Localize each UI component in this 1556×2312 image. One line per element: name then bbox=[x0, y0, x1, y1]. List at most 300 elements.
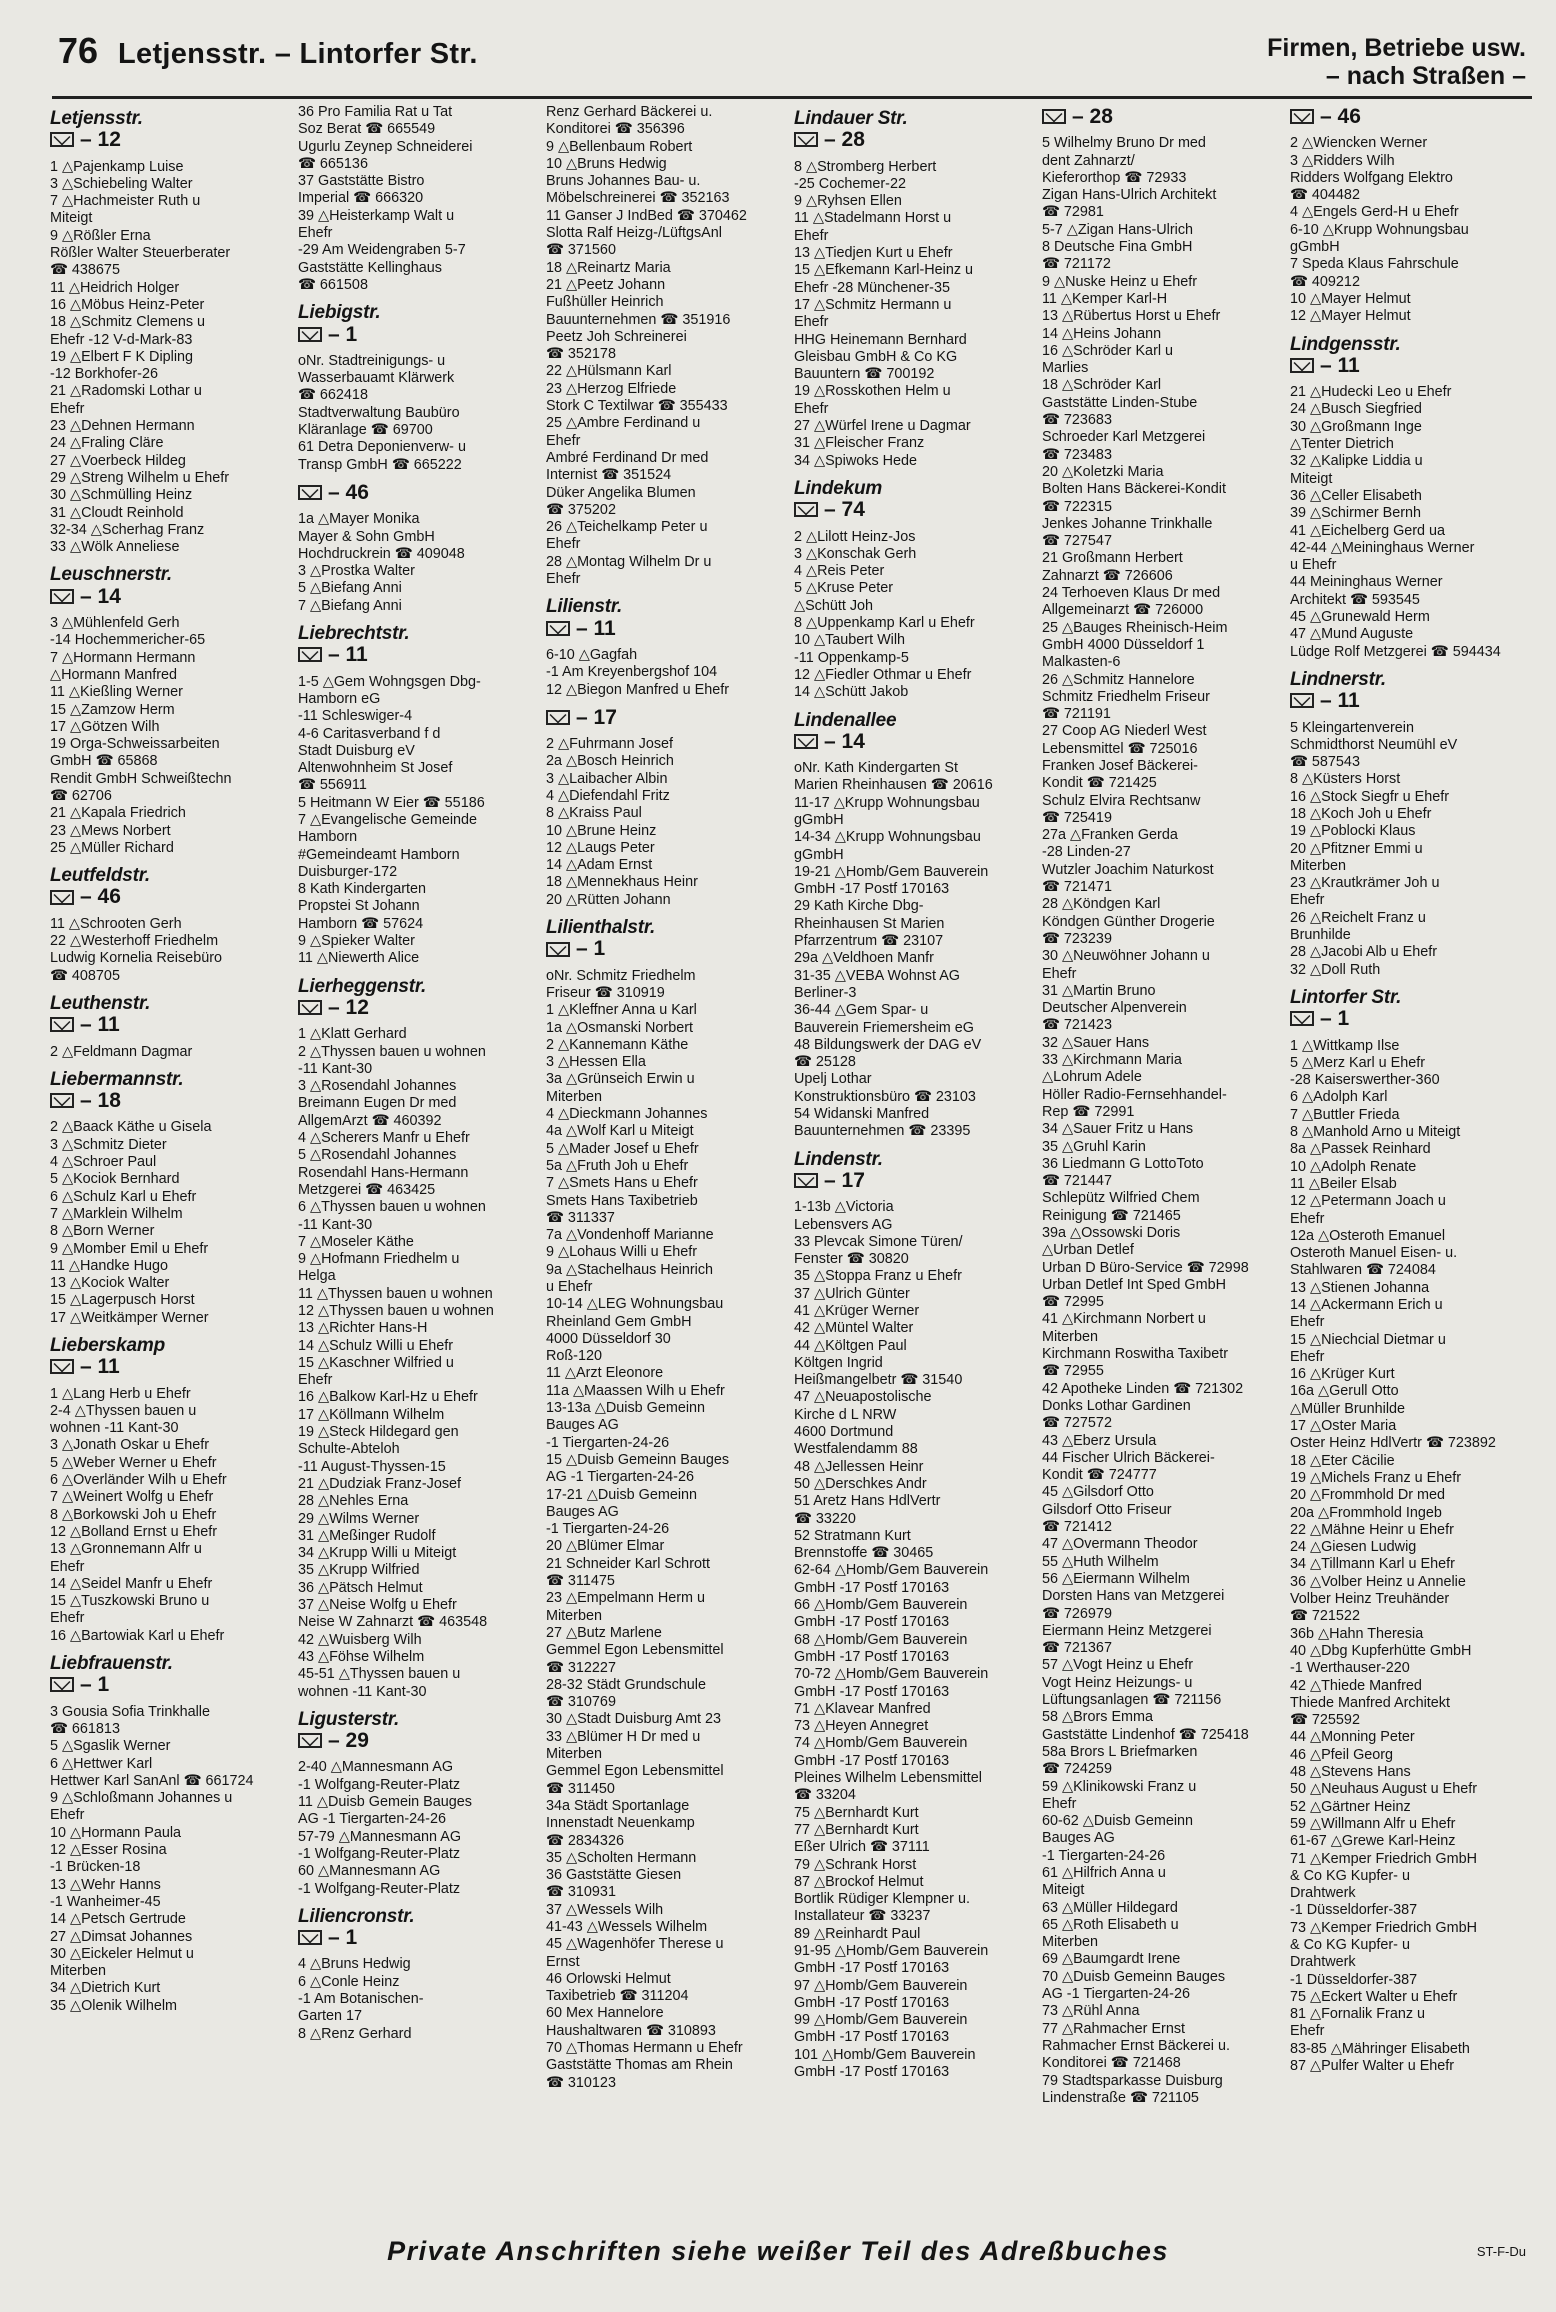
envelope-icon bbox=[50, 589, 74, 604]
entry-line: 41 △Eichelberg Gerd ua bbox=[1290, 522, 1446, 539]
entry-line: 1 △Pajenkamp Luise bbox=[50, 158, 184, 175]
entry-line: 48 Bildungswerk der DAG eV bbox=[794, 1036, 982, 1053]
entry-line: Gemmel Egon Lebensmittel bbox=[546, 1642, 724, 1659]
entry-line: 97 △Homb/Gem Bauverein bbox=[794, 1977, 968, 1994]
entry-line: Ehefr bbox=[546, 536, 581, 553]
entry-line: GmbH -17 Postf 170163 bbox=[794, 2029, 950, 2046]
postal-district bbox=[298, 995, 534, 1019]
entry-line: Ehefr bbox=[1290, 1314, 1325, 1331]
street-section bbox=[546, 919, 782, 2092]
postal-code: – 14 bbox=[824, 729, 865, 753]
entry-line: Miterben bbox=[546, 1607, 602, 1624]
entry-line: 14-34 △Krupp Wohnungsbau bbox=[794, 829, 981, 846]
entry-line: 5 △Kociok Bernhard bbox=[50, 1171, 180, 1188]
entry-line: Ehefr bbox=[1290, 2023, 1325, 2040]
entry-line: △Urban Detlef bbox=[1042, 1242, 1134, 1259]
entry-line: Heißmangelbetr ☎ 31540 bbox=[794, 1372, 963, 1389]
entry-line: 14 △Ackermann Erich u bbox=[1290, 1297, 1443, 1313]
entry-line: AG -1 Tiergarten-24-26 bbox=[546, 1469, 694, 1486]
entry-line: 87 △Brockof Helmut bbox=[794, 1873, 924, 1890]
postal-code: – 17 bbox=[824, 1168, 865, 1192]
entry-line: 50 △Neuhaus August u Ehefr bbox=[1290, 1781, 1478, 1798]
entry-line: Westfalendamm 88 bbox=[794, 1441, 918, 1458]
postal-district bbox=[50, 584, 286, 608]
entry-line: 12 △Petermann Joach u bbox=[1290, 1193, 1446, 1210]
entry-line: 55 △Huth Wilhelm bbox=[1042, 1553, 1159, 1570]
entry-line: 5a △Fruth Joh u Ehefr bbox=[546, 1157, 689, 1174]
footer-notice: Private Anschriften siehe weißer Teil des Adreßbuches bbox=[387, 2236, 1169, 2266]
entry-line: GmbH -17 Postf 170163 bbox=[794, 2064, 950, 2081]
entry-line: Rheinland Gem GmbH bbox=[546, 1313, 692, 1330]
entry-line: 30 △Schmülling Heinz bbox=[50, 487, 193, 504]
entry-line: 34 △Tillmann Karl u Ehefr bbox=[1290, 1556, 1455, 1573]
entry-line: -1 Brücken-18 bbox=[50, 1859, 141, 1876]
entry-line: 32-34 △Scherhag Franz bbox=[50, 521, 205, 538]
entry-line: 35 △Olenik Wilhelm bbox=[50, 1997, 178, 2014]
entry-line: 31 △Fleischer Franz bbox=[794, 435, 925, 452]
entry-line: 60-62 △Duisb Gemeinn bbox=[1042, 1813, 1194, 1830]
entry-line: 27 Coop AG Niederl West bbox=[1042, 723, 1207, 740]
entry-line: 32 △Kalipke Liddia u bbox=[1290, 453, 1423, 470]
entry-line: Lüdge Rolf Metzgerei ☎ 594434 bbox=[1290, 643, 1501, 660]
entry-line: 7 △Marklein Wilhelm bbox=[50, 1205, 183, 1222]
entry-line: Ehefr -28 Münchener-35 bbox=[794, 279, 950, 296]
entry-line: 36 △Pätsch Helmut bbox=[298, 1579, 423, 1596]
entry-line: Marlies bbox=[1042, 360, 1089, 377]
entry-line: Slotta Ralf Heizg-/LüftgsAnl bbox=[546, 225, 722, 242]
entry-line: Stork C Textilwar ☎ 355433 bbox=[546, 398, 728, 415]
entry-line: 8 △Manhold Arno u Miteigt bbox=[1290, 1124, 1461, 1141]
street-name: Leuschnerstr. bbox=[50, 564, 173, 586]
entry-line: Ehefr bbox=[50, 1558, 85, 1575]
entry-line: Reinigung ☎ 721465 bbox=[1042, 1207, 1181, 1224]
entry-line: 4 △Engels Gerd-H u Ehefr bbox=[1290, 204, 1459, 221]
entry-line: 19 △Elbert F K Dipling bbox=[50, 348, 194, 365]
entry-line: 14 △Schütt Jakob bbox=[794, 684, 909, 701]
entry-line: 5-7 △Zigan Hans-Ulrich bbox=[1042, 221, 1194, 238]
entry-line: 36 △Celler Elisabeth bbox=[1290, 487, 1422, 504]
entry-line: 23 △Mews Norbert bbox=[50, 822, 171, 839]
entry-line: 13 △Rübertus Horst u Ehefr bbox=[1042, 308, 1221, 325]
entry-line: 11 △Thyssen bauen u wohnen bbox=[298, 1285, 493, 1302]
entry-line: & Co KG Kupfer- u bbox=[1290, 1867, 1410, 1884]
entry-line: 33 △Wölk Anneliese bbox=[50, 539, 180, 556]
entry-line: 75 △Bernhardt Kurt bbox=[794, 1804, 919, 1821]
entry-line: 3a △Grünseich Erwin u bbox=[546, 1071, 695, 1088]
postal-code: – 14 bbox=[80, 584, 121, 608]
entry-line: 10 △Bruns Hedwig bbox=[546, 155, 667, 172]
envelope-icon bbox=[50, 1093, 74, 1108]
entry-line: oNr. Schmitz Friedhelm bbox=[546, 967, 696, 984]
entry-line: △Schütt Joh bbox=[794, 597, 874, 614]
entry-line: 4 △Dieckmann Johannes bbox=[546, 1106, 708, 1123]
entry-line: 44 Meininghaus Werner bbox=[1290, 574, 1443, 591]
entry-line: 44 △Monning Peter bbox=[1290, 1729, 1415, 1746]
entry-line: 33 Plevcak Simone Türen/ bbox=[794, 1233, 963, 1250]
entry-line: ☎ 438675 bbox=[50, 262, 120, 279]
postal-district bbox=[546, 616, 782, 640]
entry-line: Miterben bbox=[546, 1746, 602, 1763]
entry-line: Ehefr bbox=[1042, 965, 1077, 982]
entry-line: Ehefr bbox=[50, 1610, 85, 1627]
entry-line: 3 △Konschak Gerh bbox=[794, 545, 917, 562]
entry-line: 57-79 △Mannesmann AG bbox=[298, 1828, 462, 1845]
entry-line: 30 △Großmann Inge bbox=[1290, 418, 1422, 435]
entry-line: Brennstoffe ☎ 30465 bbox=[794, 1545, 934, 1562]
postal-district bbox=[50, 1355, 286, 1379]
entry-line: Rößler Walter Steuerberater bbox=[50, 245, 231, 262]
entry-line: 22 △Westerhoff Friedhelm bbox=[50, 933, 219, 950]
entry-line: 37 Gaststätte Bistro bbox=[298, 173, 425, 190]
entry-line: 9 △Spieker Walter bbox=[298, 933, 415, 950]
envelope-icon bbox=[546, 710, 570, 725]
entry-line: Donks Lothar Gardinen bbox=[1042, 1397, 1191, 1414]
entry-line: 21 △Dudziak Franz-Josef bbox=[298, 1475, 462, 1492]
entry-line: 19 △Michels Franz u Ehefr bbox=[1290, 1469, 1462, 1486]
entry-line: ☎ 722315 bbox=[1042, 498, 1112, 515]
entry-line: 2 △Kannemann Käthe bbox=[546, 1036, 689, 1053]
entry-line: 33 △Kirchmann Maria bbox=[1042, 1052, 1182, 1069]
entry-line: Bortlik Rüdiger Klempner u. bbox=[794, 1891, 970, 1908]
entry-line: 3 △Mühlenfeld Gerh bbox=[50, 615, 180, 632]
entry-line: 18 △Reinartz Maria bbox=[546, 259, 671, 276]
entry-line: Fußhüller Heinrich bbox=[546, 294, 664, 311]
entry-line: HHG Heinemann Bernhard bbox=[794, 331, 967, 348]
street-section bbox=[298, 625, 534, 968]
entry-line: 17 △Schmitz Hermann u bbox=[794, 296, 952, 313]
entry-line: 29 Kath Kirche Dbg- bbox=[794, 898, 924, 915]
entry-line: 11 Ganser J IndBed ☎ 370462 bbox=[546, 207, 747, 224]
street-section bbox=[794, 477, 1030, 702]
entry-line: 5 △Mader Josef u Ehefr bbox=[546, 1140, 699, 1157]
entry-line: GmbH -17 Postf 170163 bbox=[794, 881, 950, 898]
postal-code: – 46 bbox=[1320, 105, 1361, 128]
entry-line: 15 △Kaschner Wilfried u bbox=[298, 1354, 454, 1371]
postal-code: – 11 bbox=[80, 1013, 120, 1037]
entry-line: 41 △Kirchmann Norbert u bbox=[1042, 1311, 1206, 1328]
entry-line: 7a △Vondenhoff Marianne bbox=[546, 1227, 714, 1244]
street-section bbox=[794, 1148, 1030, 2082]
street-section bbox=[50, 1655, 286, 2015]
entry-line: 5 △Kruse Peter bbox=[794, 580, 894, 597]
entry-line: 18 △Mennekhaus Heinr bbox=[546, 874, 698, 891]
entry-line: 8 Deutsche Fina GmbH bbox=[1042, 239, 1193, 256]
street-section bbox=[50, 1337, 286, 1645]
entry-line: 27 △Voerbeck Hildeg bbox=[50, 452, 186, 469]
entry-line: 36 △Volber Heinz u Annelie bbox=[1290, 1573, 1466, 1590]
street-section bbox=[546, 705, 782, 909]
entry-line: Installateur ☎ 33237 bbox=[794, 1908, 931, 1925]
entry-line: & Co KG Kupfer- u bbox=[1290, 1936, 1410, 1953]
street-name: Lindnerstr. bbox=[1290, 668, 1386, 690]
entry-line: 41 △Krüger Werner bbox=[794, 1303, 920, 1319]
entry-line: -11 Kant-30 bbox=[298, 1060, 373, 1077]
entry-line: 4000 Düsseldorf 30 bbox=[546, 1330, 671, 1347]
entry-line: 1a △Osmanski Norbert bbox=[546, 1019, 694, 1036]
entry-line: 2 △Lilott Heinz-Jos bbox=[794, 528, 916, 545]
postal-code: – 12 bbox=[80, 128, 121, 152]
street-name: Lintorfer Str. bbox=[1290, 986, 1402, 1008]
street-section bbox=[298, 104, 534, 294]
entry-line: 11a △Maassen Wilh u Ehefr bbox=[546, 1382, 725, 1399]
entry-line: 41-43 △Wessels Wilhelm bbox=[546, 1918, 708, 1935]
entry-line: 60 Mex Hannelore bbox=[546, 2005, 664, 2022]
entry-line: 12 △Mayer Helmut bbox=[1290, 308, 1411, 325]
entry-line: Möbelschreinerei ☎ 352163 bbox=[546, 190, 730, 207]
postal-district bbox=[1290, 689, 1526, 713]
entry-line: Malkasten-6 bbox=[1042, 654, 1121, 671]
entry-line: gGmbH bbox=[1290, 239, 1340, 256]
entry-line: 16 △Schröder Karl u bbox=[1042, 342, 1174, 359]
entry-line: 31 △Martin Bruno bbox=[1042, 982, 1156, 999]
entry-line: 44 Fischer Ulrich Bäckerei- bbox=[1042, 1449, 1215, 1466]
entry-line: 47 △Neuapostolische bbox=[794, 1389, 932, 1406]
entry-line: Schmidthorst Neumühl eV bbox=[1290, 736, 1458, 753]
street-name: Lieberskamp bbox=[50, 1335, 166, 1356]
postal-district bbox=[50, 1089, 286, 1113]
envelope-icon bbox=[1290, 358, 1314, 373]
entry-line: Bruns Johannes Bau- u. bbox=[546, 173, 701, 190]
entry-line: 26 △Schmitz Hannelore bbox=[1042, 671, 1195, 688]
entry-line: Pleines Wilhelm Lebensmittel bbox=[794, 1770, 982, 1787]
entry-line: -28 Kaiserswerther-360 bbox=[1290, 1072, 1440, 1089]
entry-line: 5 △Merz Karl u Ehefr bbox=[1290, 1054, 1426, 1071]
entry-line: Bauverein Friemersheim eG bbox=[794, 1019, 974, 1036]
entry-line: Hochdruckrein ☎ 409048 bbox=[298, 545, 465, 562]
header-rule bbox=[52, 96, 1532, 99]
entry-line: Ugurlu Zeynep Schneiderei bbox=[298, 138, 473, 155]
entry-line: Pfarrzentrum ☎ 23107 bbox=[794, 933, 944, 950]
entry-line: 43 △Föhse Wilhelm bbox=[298, 1648, 425, 1665]
entry-line: 6 △Conle Heinz bbox=[298, 1973, 400, 1990]
entry-line: 11 △Duisb Gemein Bauges bbox=[298, 1794, 472, 1811]
envelope-icon bbox=[50, 1359, 74, 1374]
entry-line: △Lohrum Adele bbox=[1042, 1069, 1142, 1086]
entry-line: 7 Speda Klaus Fahrschule bbox=[1290, 256, 1459, 273]
entry-line: ☎ 310123 bbox=[546, 2074, 616, 2091]
postal-district bbox=[1290, 105, 1526, 128]
entry-line: 18 △Eter Cäcilie bbox=[1290, 1452, 1395, 1469]
entry-line: 37 △Ulrich Günter bbox=[794, 1285, 910, 1302]
entry-line: Düker Angelika Blumen bbox=[546, 484, 696, 501]
entry-line: Gaststätte Linden-Stube bbox=[1042, 394, 1198, 411]
entry-line: Konditorei ☎ 721468 bbox=[1042, 2055, 1181, 2072]
entry-line: 70 △Thomas Hermann u Ehefr bbox=[546, 2040, 743, 2057]
entry-line: 74 △Homb/Gem Bauverein bbox=[794, 1735, 968, 1752]
entry-line: ☎ 723483 bbox=[1042, 446, 1112, 463]
entry-line: Konditorei ☎ 356396 bbox=[546, 121, 685, 138]
entry-line: 20 △Blümer Elmar bbox=[546, 1538, 665, 1555]
entry-line: Stadt Duisburg eV bbox=[298, 742, 415, 759]
entry-line: 39 △Heisterkamp Walt u bbox=[298, 207, 455, 224]
entry-line: 12a △Osteroth Emanuel bbox=[1290, 1227, 1446, 1244]
envelope-icon bbox=[50, 132, 74, 147]
postal-district bbox=[298, 643, 534, 667]
entry-line: GmbH -17 Postf 170163 bbox=[794, 1579, 950, 1596]
entry-line: -28 Linden-27 bbox=[1042, 844, 1131, 861]
entry-line: Rosendahl Hans-Hermann bbox=[298, 1164, 469, 1181]
entry-line: 11 △Handke Hugo bbox=[50, 1257, 169, 1274]
page-number: 76 bbox=[58, 30, 99, 71]
entry-line: ☎ 723239 bbox=[1042, 930, 1112, 947]
entry-line: 20a △Frommhold Ingeb bbox=[1290, 1504, 1442, 1521]
entry-line: GmbH -17 Postf 170163 bbox=[794, 1683, 950, 1700]
entry-line: Kondit ☎ 721425 bbox=[1042, 775, 1157, 792]
entry-line: 61 △Hilfrich Anna u bbox=[1042, 1864, 1166, 1881]
entry-line: ☎ 33220 bbox=[794, 1510, 856, 1527]
entry-line: 25 △Bauges Rheinisch-Heim bbox=[1042, 619, 1228, 636]
entry-line: △Hormann Manfred bbox=[50, 666, 178, 683]
entry-line: Ehefr bbox=[298, 225, 333, 242]
envelope-icon bbox=[1290, 1011, 1314, 1026]
entry-line: u Ehefr bbox=[1290, 557, 1337, 574]
entry-line: 1-5 △Gem Wohngsgen Dbg- bbox=[298, 673, 481, 690]
entry-line: 39a △Ossowski Doris bbox=[1042, 1225, 1181, 1241]
street-name: Lindenallee bbox=[794, 709, 897, 731]
entry-line: Ludwig Kornelia Reisebüro bbox=[50, 950, 222, 967]
postal-district bbox=[546, 705, 782, 729]
entry-line: Franken Josef Bäckerei- bbox=[1042, 757, 1198, 774]
entry-line: 1 △Kleffner Anna u Karl bbox=[546, 1002, 697, 1019]
entry-line: 34 △Spiwoks Hede bbox=[794, 452, 918, 469]
entry-line: 6-10 △Krupp Wohnungsbau bbox=[1290, 221, 1469, 238]
entry-line: 10-14 △LEG Wohnungsbau bbox=[546, 1296, 724, 1313]
entry-line: -1 Werthauser-220 bbox=[1290, 1660, 1410, 1677]
entry-line: 52 Stratmann Kurt bbox=[794, 1527, 911, 1544]
entry-line: 75 △Eckert Walter u Ehefr bbox=[1290, 1988, 1458, 2005]
entry-line: Berliner-3 bbox=[794, 984, 857, 1001]
street-section bbox=[50, 566, 286, 857]
entry-line: ☎ 587543 bbox=[1290, 754, 1360, 771]
entry-line: 1 △Wittkamp Ilse bbox=[1290, 1037, 1400, 1054]
entry-line: 16 △Krüger Kurt bbox=[1290, 1366, 1395, 1383]
entry-line: 11-17 △Krupp Wohnungsbau bbox=[794, 794, 980, 811]
envelope-icon bbox=[546, 621, 570, 636]
entry-line: 6-10 △Gagfah bbox=[546, 646, 638, 663]
entry-line: 8a △Passek Reinhard bbox=[1290, 1141, 1431, 1158]
envelope-icon bbox=[1290, 109, 1314, 124]
entry-line: 35 △Scholten Hermann bbox=[546, 1849, 697, 1866]
entry-line: 77 △Bernhardt Kurt bbox=[794, 1821, 919, 1838]
entry-line: -1 Wolfgang-Reuter-Platz bbox=[298, 1776, 461, 1793]
street-section bbox=[298, 480, 534, 615]
entry-line: 21 △Kapala Friedrich bbox=[50, 805, 186, 822]
entry-line: ☎ 725419 bbox=[1042, 809, 1112, 826]
entry-line: Ambré Ferdinand Dr med bbox=[546, 449, 709, 466]
entry-line: Eiermann Heinz Metzgerei bbox=[1042, 1622, 1212, 1639]
entry-line: 48 △Jellessen Heinr bbox=[794, 1458, 924, 1475]
column-6 bbox=[1290, 104, 1526, 2214]
entry-line: Ehefr bbox=[1290, 1348, 1325, 1365]
envelope-icon bbox=[794, 1173, 818, 1188]
entry-line: AG -1 Tiergarten-24-26 bbox=[298, 1811, 446, 1828]
entry-line: -11 Schleswiger-4 bbox=[298, 708, 413, 725]
entry-line: Renz Gerhard Bäckerei u. bbox=[546, 104, 713, 120]
entry-line: 27a △Franken Gerda bbox=[1042, 827, 1178, 844]
entry-line: 34a Städt Sportanlage bbox=[546, 1797, 690, 1814]
entry-line: 12 △Thyssen bauen u wohnen bbox=[298, 1303, 494, 1319]
entry-line: ☎ 721522 bbox=[1290, 1608, 1360, 1625]
entry-line: ☎ 311450 bbox=[546, 1780, 615, 1797]
postal-code: – 46 bbox=[328, 480, 369, 504]
entry-line: Volber Heinz Treuhänder bbox=[1290, 1591, 1450, 1608]
entry-line: 1-13b △Victoria bbox=[794, 1199, 894, 1216]
entry-line: 36 Pro Familia Rat u Tat bbox=[298, 104, 453, 120]
entry-line: 66 △Homb/Gem Bauverein bbox=[794, 1597, 968, 1614]
entry-line: 9 △Ryhsen Ellen bbox=[794, 193, 902, 210]
entry-line: GmbH -17 Postf 170163 bbox=[794, 1752, 950, 1769]
entry-line: GmbH -17 Postf 170163 bbox=[794, 1960, 950, 1977]
entry-line: 34 △Dietrich Kurt bbox=[50, 1980, 161, 1997]
entry-line: 6 △Schulz Karl u Ehefr bbox=[50, 1188, 197, 1205]
postal-code: – 28 bbox=[824, 128, 865, 152]
entry-line: 9 △Bellenbaum Robert bbox=[546, 138, 693, 155]
entry-line: 30 △Eickeler Helmut u bbox=[50, 1945, 194, 1962]
entry-line: ☎ 25128 bbox=[794, 1054, 856, 1071]
entry-line: Konstruktionsbüro ☎ 23103 bbox=[794, 1088, 976, 1105]
entry-line: Dorsten Hans van Metzgerei bbox=[1042, 1588, 1225, 1605]
entry-line: 2 △Feldmann Dagmar bbox=[50, 1043, 193, 1060]
column-2 bbox=[298, 104, 534, 2214]
directory-columns bbox=[50, 104, 1540, 2214]
entry-line: 10 △Hormann Paula bbox=[50, 1824, 182, 1841]
entry-line: 15 △Tuszkowski Bruno u bbox=[50, 1593, 210, 1610]
entry-line: 31-35 △VEBA Wohnst AG bbox=[794, 967, 960, 984]
entry-line: Drahtwerk bbox=[1290, 1954, 1356, 1971]
street-range: Letjensstr. – Lintorfer Str. bbox=[118, 38, 478, 70]
entry-line: ☎ 2834326 bbox=[546, 1832, 624, 1849]
entry-line: ☎ 409212 bbox=[1290, 273, 1360, 290]
street-section bbox=[794, 110, 1030, 470]
entry-line: Ehefr bbox=[794, 314, 829, 331]
entry-line: Hamborn eG bbox=[298, 690, 381, 707]
entry-line: 34 △Sauer Fritz u Hans bbox=[1042, 1121, 1194, 1138]
envelope-icon bbox=[50, 890, 74, 905]
postal-district bbox=[546, 937, 782, 961]
entry-line: ☎ 62706 bbox=[50, 787, 112, 804]
entry-line: Lüftungsanlagen ☎ 721156 bbox=[1042, 1692, 1222, 1709]
entry-line: 73 △Kemper Friedrich GmbH bbox=[1290, 1919, 1478, 1936]
entry-line: 39 △Schirmer Bernh bbox=[1290, 505, 1422, 522]
page-header bbox=[0, 0, 1556, 96]
entry-line: Ehefr bbox=[298, 1372, 333, 1389]
entry-line: 10 △Adolph Renate bbox=[1290, 1158, 1417, 1175]
entry-line: Kirche d L NRW bbox=[794, 1406, 897, 1423]
header-category: Firmen, Betriebe usw. bbox=[1267, 34, 1526, 62]
postal-code: – 1 bbox=[328, 1926, 358, 1950]
envelope-icon bbox=[794, 502, 818, 517]
entry-line: ☎ 556911 bbox=[298, 777, 367, 794]
entry-line: Allgemeinarzt ☎ 726000 bbox=[1042, 602, 1204, 619]
entry-line: Gemmel Egon Lebensmittel bbox=[546, 1763, 724, 1780]
entry-line: 12 △Bolland Ernst u Ehefr bbox=[50, 1523, 218, 1540]
entry-line: 45 △Gilsdorf Otto bbox=[1042, 1484, 1154, 1501]
street-section bbox=[298, 304, 534, 474]
entry-line: Bauuntern ☎ 700192 bbox=[794, 366, 935, 383]
street-name: Leutfeldstr. bbox=[50, 865, 151, 887]
entry-line: -1 Tiergarten-24-26 bbox=[546, 1434, 670, 1451]
envelope-icon bbox=[546, 942, 570, 957]
entry-line: 59 △Klinikowski Franz u bbox=[1042, 1778, 1197, 1795]
street-name: Lierheggenstr. bbox=[298, 975, 427, 997]
entry-line: GmbH -17 Postf 170163 bbox=[794, 1614, 950, 1631]
entry-line: 11 △Arzt Eleonore bbox=[546, 1365, 664, 1382]
entry-line: ☎ 72955 bbox=[1042, 1363, 1104, 1380]
entry-line: Thiede Manfred Architekt bbox=[1290, 1694, 1450, 1711]
entry-line: 8 △Born Werner bbox=[50, 1223, 155, 1240]
entry-line: Peetz Joh Schreinerei bbox=[546, 328, 687, 345]
postal-district bbox=[50, 885, 286, 909]
